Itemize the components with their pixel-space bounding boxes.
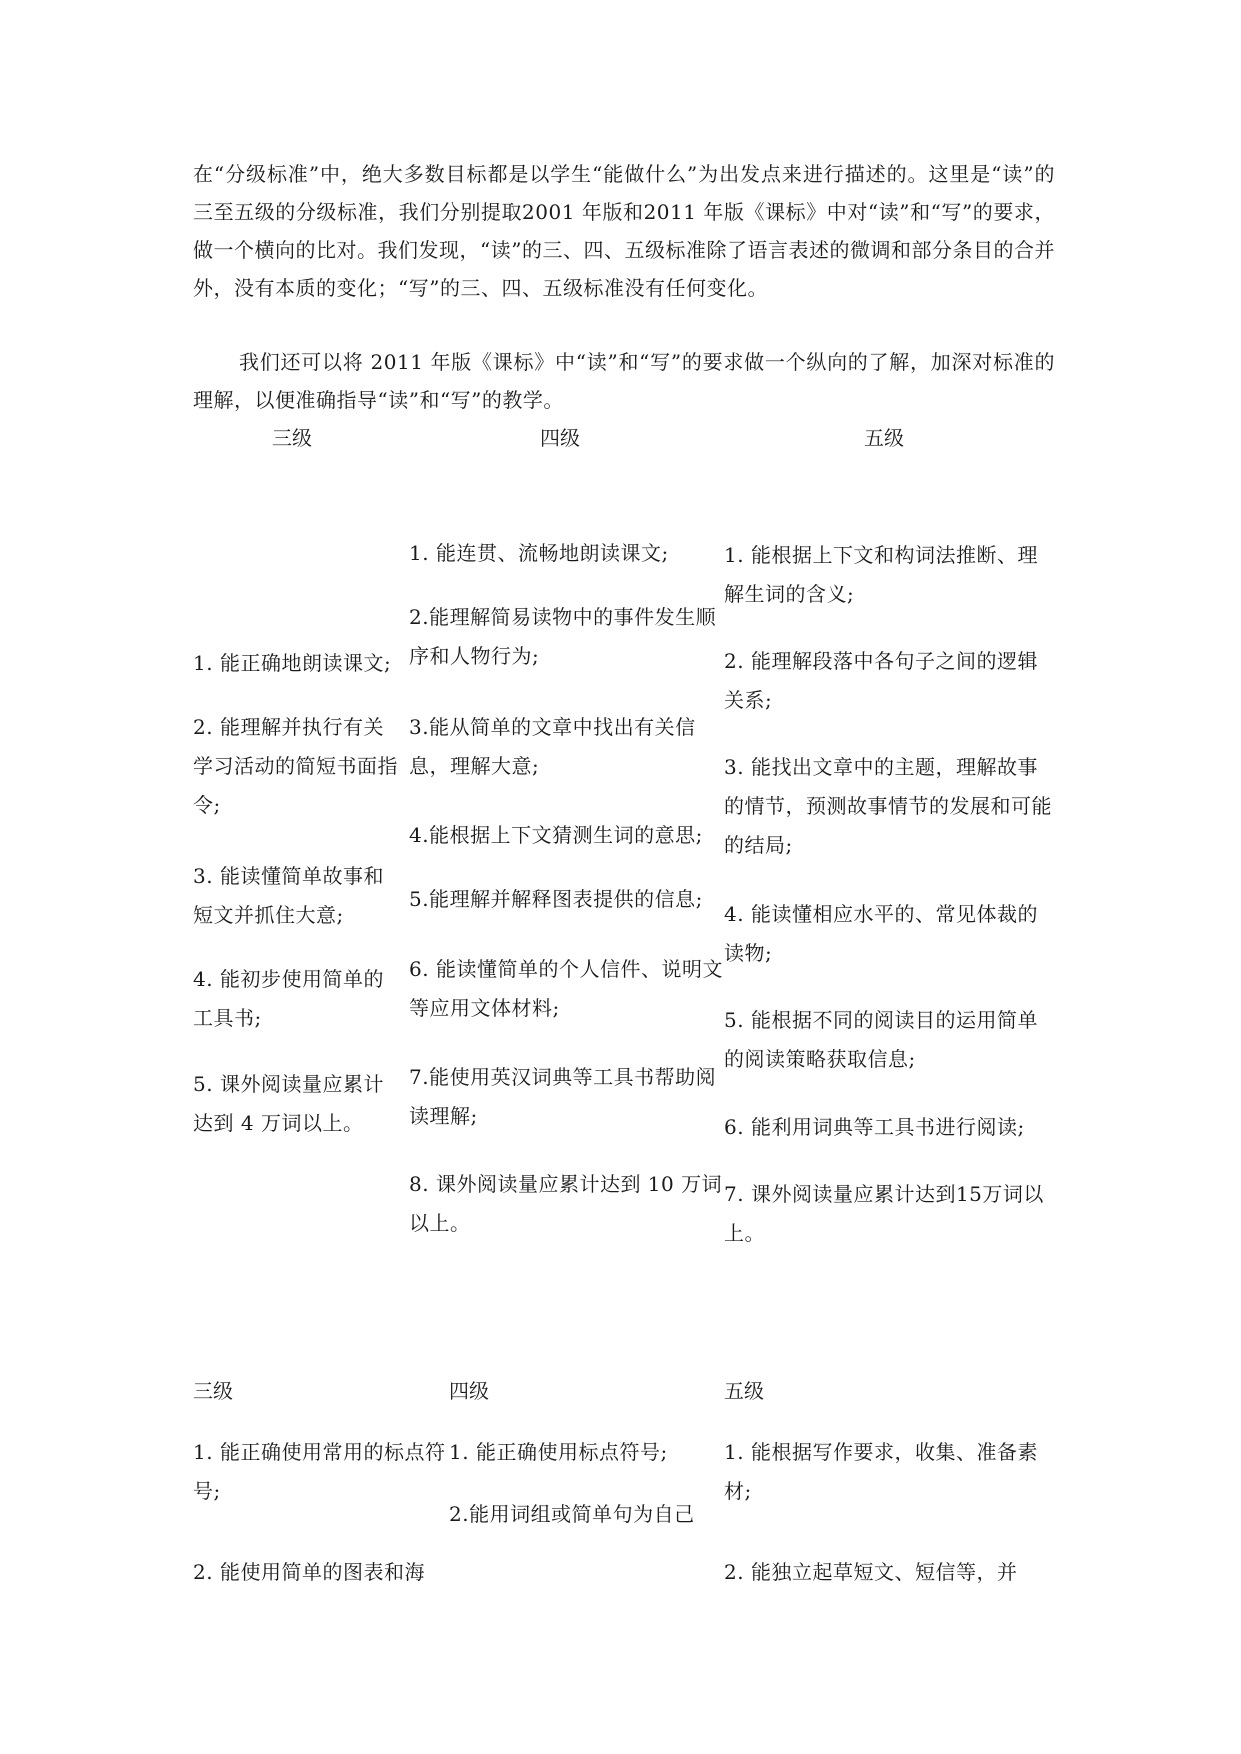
- read-l4-item: 6. 能读懂简单的个人信件、说明文等应用文体材料;: [409, 957, 723, 1020]
- read-header-level4: 四级: [540, 426, 580, 450]
- write-l3-item: 1. 能正确使用常用的标点符号;: [193, 1440, 446, 1503]
- read-l5-item: 3. 能找出文章中的主题，理解故事的情节，预测故事情节的发展和可能的结局;: [724, 755, 1052, 857]
- write-l4-item: 2.能用词组或简单句为自己: [449, 1502, 695, 1526]
- write-header-level3: 三级: [193, 1379, 233, 1403]
- read-l4-item: 1. 能连贯、流畅地朗读课文;: [409, 541, 669, 565]
- read-l4-item: 8. 课外阅读量应累计达到 10 万词以上。: [409, 1172, 723, 1235]
- write-header-level4: 四级: [449, 1379, 489, 1403]
- read-l3-item: 1. 能正确地朗读课文;: [193, 651, 392, 675]
- read-header-level5: 五级: [864, 426, 904, 450]
- write-l5-item: 2. 能独立起草短文、短信等，并: [724, 1560, 1018, 1584]
- intro-paragraph: 在“分级标准”中，绝大多数目标都是以学生“能做什么”为出发点来进行描述的。这里是“读”的三至五级的分级标准，我们分别提取2001 年版和2011 年版《课标》中对“读”和“写”的要求，做一个横向的比对。我们发现，“读”的三、四、五级标准除了语言表述的微调和部分条目的合并外，没有本质的变化；“写”的三、四、五级标准没有任何变化。: [193, 162, 1055, 300]
- second-paragraph: 我们还可以将 2011 年版《课标》中“读”和“写”的要求做一个纵向的了解，加深对标准的理解，以便准确指导“读”和“写”的教学。: [193, 350, 1055, 412]
- read-l4-item: 3.能从简单的文章中找出有关信息，理解大意;: [409, 715, 696, 778]
- read-l3-item: 3. 能读懂简单故事和短文并抓住大意;: [193, 864, 384, 927]
- write-l3-item: 2. 能使用简单的图表和海: [193, 1560, 425, 1584]
- read-l3-item: 5. 课外阅读量应累计达到 4 万词以上。: [193, 1072, 384, 1135]
- read-l5-item: 6. 能利用词典等工具书进行阅读;: [724, 1115, 1025, 1139]
- read-l3-item: 4. 能初步使用简单的工具书;: [193, 967, 384, 1030]
- read-l4-item: 4.能根据上下文猜测生词的意思;: [409, 823, 703, 847]
- read-l5-item: 2. 能理解段落中各句子之间的逻辑关系;: [724, 649, 1038, 712]
- read-l4-item: 2.能理解简易读物中的事件发生顺序和人物行为;: [409, 605, 717, 668]
- read-l5-item: 1. 能根据上下文和构词法推断、理解生词的含义;: [724, 543, 1038, 606]
- write-header-level5: 五级: [724, 1379, 764, 1403]
- read-l5-item: 4. 能读懂相应水平的、常见体裁的读物;: [724, 902, 1038, 965]
- read-l4-item: 5.能理解并解释图表提供的信息;: [409, 887, 703, 911]
- write-l5-item: 1. 能根据写作要求，收集、准备素材;: [724, 1440, 1038, 1503]
- read-l5-item: 7. 课外阅读量应累计达到15万词以上。: [724, 1182, 1044, 1245]
- read-l3-item: 2. 能理解并执行有关学习活动的简短书面指令;: [193, 715, 398, 817]
- read-l4-item: 7.能使用英汉词典等工具书帮助阅读理解;: [409, 1065, 717, 1128]
- write-l4-item: 1. 能正确使用标点符号;: [449, 1440, 668, 1464]
- read-l5-item: 5. 能根据不同的阅读目的运用简单的阅读策略获取信息;: [724, 1008, 1038, 1071]
- read-header-level3: 三级: [272, 426, 312, 450]
